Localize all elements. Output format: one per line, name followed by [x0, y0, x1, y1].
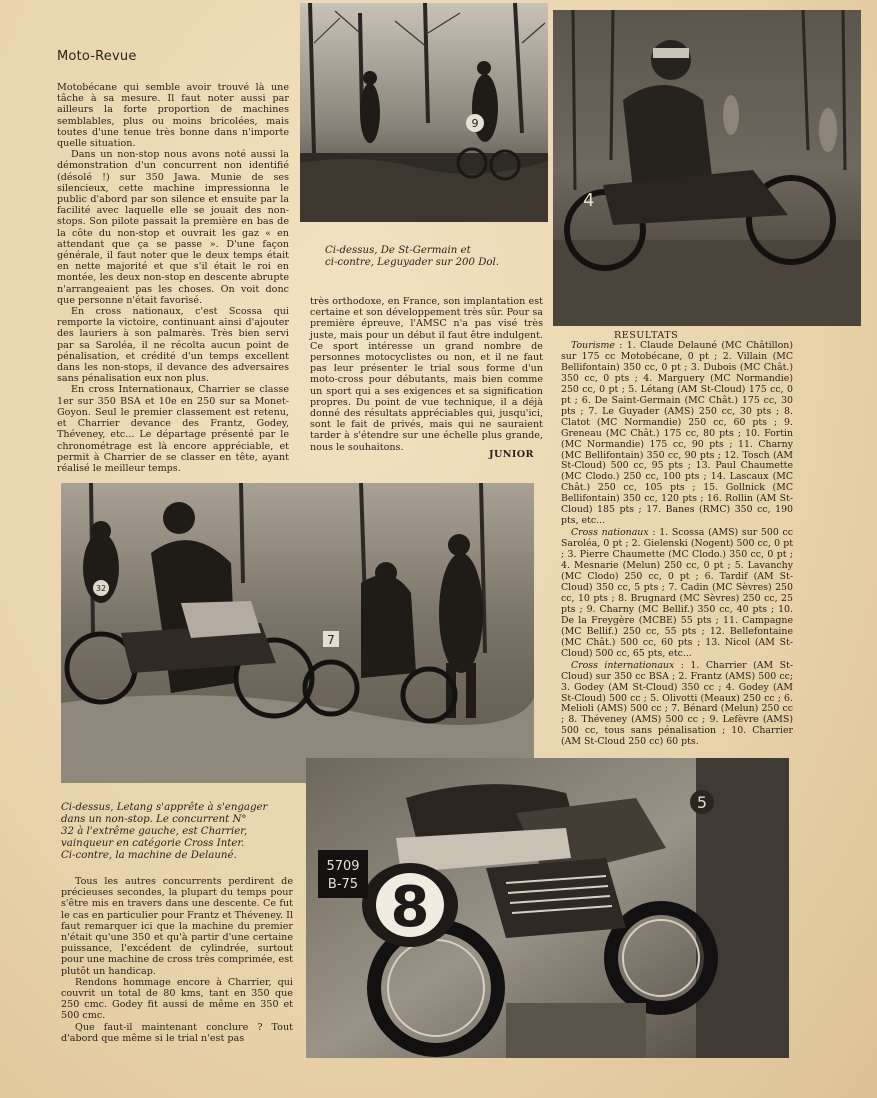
race-number: 5	[696, 793, 708, 812]
paragraph: Motobécane qui semble avoir trouvé là une tâche à sa mesure. Il faut noter aussi par ailleurs la forte proportion de machines semblables, plus ou moins bricolées, mais toutes d'une tenue très bonne dans n'importe quelle situation.	[57, 82, 289, 150]
results-text: : 1. Charrier (AM St-Cloud) sur 350 cc BSA ; 2. Frantz (AMS) 500 cc; 3. Godey (AM St-Cloud) 350 cc ; 4. Godey (AM St-Cloud) 500 cc ; 5. Olivotti (Meaux) 250 cc ; 6. Melioli (AMS) 500 cc ; 7. Bénard (Melun) 250 cc ; 8. Théveney (AMS) 500 cc ; 9. Lefèvre (AMS) 500 cc, tous sans pénalisation ; 10. Charrier (AM St-Cloud 250 cc) 60 pts.	[561, 659, 793, 748]
race-number: 9	[471, 117, 479, 130]
caption-line: Ci-dessus, Letang s'apprête à s'engager	[61, 802, 268, 813]
results-list	[561, 341, 793, 746]
photo-forest-scene	[300, 3, 548, 222]
results-category: Cross nationaux	[571, 527, 649, 539]
text-column-middle	[310, 296, 543, 453]
results-section	[561, 528, 793, 659]
caption-line: dans un non-stop. Le concurrent N°	[61, 814, 247, 825]
results-text: : 1. Scossa (AMS) sur 500 cc Saroléa, 0 pt ; 2. Gielenski (Nogent) 500 cc, 0 pt ; 3. Pierre Chaumette (MC Clodo.) 350 cc, 0 pt ; 4. Mesnarie (Melun) 250 cc, 0 pt ; 5. Lavanchy (MC Clodo) 250 cc, 0 pt ; 6. Tardif (AM St-Cloud) 350 cc, 5 pts ; 7. Cadin (MC Sèvres) 250 cc, 10 pts ; 8. Brugnard (MC Sèvres) 250 cc, 25 pts ; 9. Charny (MC Bellif.) 350 cc, 40 pts ; 10. De la Freygère (MCBE) 55 pts ; 11. Campagne (MC Bellif.) 250 cc, 55 pts ; 12. Bellefontaine (MC Chât.) 500 cc, 60 pts ; 13. Nicol (AM St-Cloud) 500 cc, 65 pts, etc...	[561, 527, 794, 659]
results-section	[561, 661, 793, 749]
results-text: : 1. Claude Delauné (MC Châtillon) sur 175 cc Motobécane, 0 pt ; 2. Villain (MC Bellifontain) 350 cc, 0 pt ; 3. Dubois (MC Chât.) 350 cc, 0 pts ; 4. Marguery (MC Normandie) 250 cc, 0 pt ; 5. Létang (AM St-Cloud) 175 cc, 0 pt ; 6. De Saint-Germain (MC Chât.) 175 cc, 30 pts ; 7. Le Guyader (AMS) 250 cc, 30 pts ; 8. Clatot (MC Normandie) 250 cc, 60 pts ; 9. Greneau (MC Chât.) 175 cc, 80 pts ; 10. Fortin (MC Normandie) 175 cc, 90 pts ; 11. Charny (MC Bellifontain) 350 cc, 90 pts ; 12. Tosch (AM St-Cloud) 500 cc, 95 pts ; 13. Paul Chaumette (MC Clodo.) 250 cc, 100 pts ; 14. Lascaux (MC Chât.) 250 cc, 105 pts ; 15. Gollnick (MC Bellifontain) 350 cc, 120 pts ; 16. Rollin (AM St-Cloud) 185 pts ; 17. Banes (RMC) 350 cc, 190 pts, etc...	[561, 340, 793, 527]
results-section	[561, 341, 793, 527]
photo-de-st-germain	[300, 3, 548, 222]
caption-line: ci-contre, Leguyader sur 200 Dol.	[325, 257, 500, 268]
caption-line: 32 à l'extrême gauche, est Charrier,	[61, 826, 248, 837]
caption-line: vainqueur en catégorie Cross Inter.	[61, 838, 245, 849]
caption-bottom	[61, 802, 301, 862]
paragraph: Que faut-il maintenant conclure ? Tout d'abord que même si le trial n'est pas	[61, 1021, 293, 1044]
race-number: 4	[583, 190, 595, 211]
results-title: RESULTATS	[614, 330, 679, 341]
magazine-title: Moto-Revue	[57, 49, 137, 64]
paragraph: Dans un non-stop nous avons noté aussi la démonstration d'un concurrent non identifié (désolé !) sur 350 Jawa. Munie de ses silencieux, cette machine impressionna le public d'abord par son silence et ensuite par la facilité avec laquelle elle se jouait des non-stops. Son pilote passait la première en bas de la côte du non-stop et ouvrait les gaz « en attendant que ça se passe ». D'une façon générale, il faut noter que le deux temps était en nette majorité et que s'il était le roi en montée, les deux non-stop en descente abrupte n'arrangeaient pas les choses. On voit donc que personne n'était favorisé.	[57, 149, 289, 306]
caption-top	[325, 245, 545, 269]
paragraph: En cross nationaux, c'est Scossa qui remporte la victoire, continuant ainsi d'ajouter des lauriers à son palmarès. Très bien servi par sa Saroléa, il ne récolta aucun point de pénalisation, et crédité d'un temps excellent dans les non-stops, il devance des adversaires sans pénalisation eux non plus.	[57, 306, 289, 385]
text-column-left-bottom	[61, 876, 293, 1044]
photo-woods-riders	[61, 483, 534, 783]
results-category: Tourisme	[571, 340, 615, 351]
race-number: 7	[327, 633, 335, 647]
caption-line: Ci-dessus, De St-Germain et	[325, 245, 471, 256]
race-number: 32	[95, 584, 107, 593]
paragraph: Rendons hommage encore à Charrier, qui couvrit un total de 80 kms, tant en 350 que 250 cmc. Godey fit aussi de même en 350 et 500 cmc.	[61, 976, 293, 1022]
license-plate-line: B-75	[327, 877, 359, 892]
caption-line: Ci-contre, la machine de Delauné.	[61, 850, 237, 861]
author-signature: JUNIOR	[489, 449, 534, 460]
paragraph: très orthodoxe, en France, son implantation est certaine et son développement très sûr. Pour sa première épreuve, l'AMSC n'a pas visé très juste, mais pour un début il faut être indulgent. Ce sport intéresse un grand nombre de personnes motocyclistes ou non, et il ne faut pas leur présenter le trial sous forme d'un moto-cross pour débutants, mais bien comme un sport qui a ses exigences et sa signification propres. Du point de vue technique, il a déjà donné des résultats appréciables qui, jusqu'ici, sont le fait de privés, mais qui ne sauraient tarder à s'étendre sur une échelle plus grande, nous le souhaitons.	[310, 296, 543, 453]
race-number-plate: 8	[390, 875, 430, 940]
photo-leguyader	[553, 10, 861, 326]
text-column-left-top	[57, 82, 289, 474]
license-plate-line: 5709	[326, 859, 360, 874]
photo-letang-non-stop	[61, 483, 534, 783]
results-category: Cross internationaux	[571, 659, 675, 671]
photo-rider-scene	[553, 10, 861, 326]
photo-motorcycle-closeup	[306, 758, 789, 1058]
paragraph: En cross Internationaux, Charrier se classe 1er sur 350 BSA et 10e en 250 sur sa Monet-Goyon. Seul le premier classement est retenu, et Charrier devance des Frantz, Godey, Théveney, etc... Le départage présenté par le chronométrage est là encore appréciable, et permit à Charrier de se classer en tête, ayant réalisé le meilleur temps.	[57, 384, 289, 474]
photo-delaune-machine	[306, 758, 789, 1058]
paragraph: Tous les autres concurrents perdirent de précieuses secondes, la plupart du temps pour s'être mis en travers dans une descente. Ce fut le cas en particulier pour Frantz et Théveney. Il faut remarquer ici que la machine du premier n'était qu'une 350 et qu'à partir d'une certaine puissance, l'excédent de cylindrée, surtout pour une machine de cross très comprimée, est plutôt un handicap.	[61, 876, 293, 977]
